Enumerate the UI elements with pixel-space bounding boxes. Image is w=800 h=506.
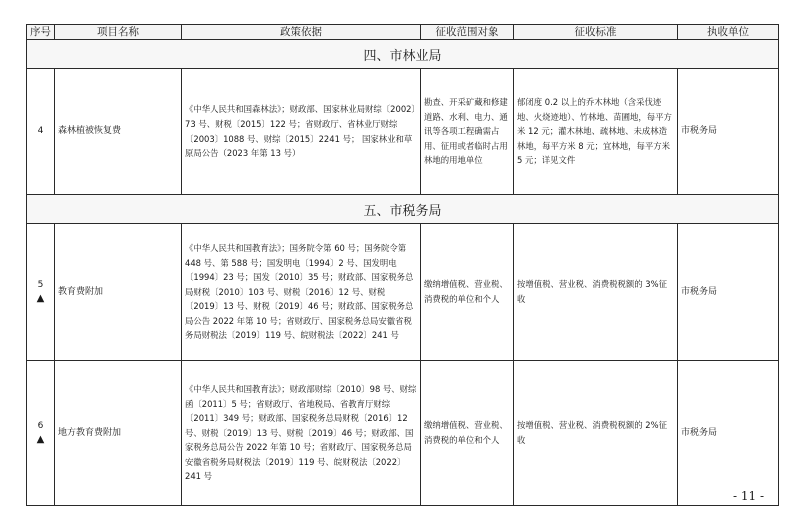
triangle-marker-icon: ▲ bbox=[36, 434, 45, 445]
header-standard: 征收标准 bbox=[514, 25, 678, 40]
table-row bbox=[27, 361, 779, 506]
triangle-marker-icon: ▲ bbox=[36, 293, 45, 304]
table-row bbox=[27, 224, 779, 361]
header-unit: 执收单位 bbox=[678, 25, 779, 40]
row-number: 4 bbox=[37, 126, 44, 136]
policy-basis: 《中华人民共和国森林法》；财政部、国家林业局财综〔2002〕73 号、财税〔2015〕122 号；省财政厅、省林业厅财综〔2003〕1088 号、财综〔2015〕2241 号； 国家林业和草原局公告（2023 年第 13 号） bbox=[182, 69, 421, 195]
collection-standard: 郁闭度 0.2 以上的乔木林地（含采伐迹地、火烧迹地）、竹林地、苗圃地，每平方米 12 元；灌木林地、疏林地、未成林造林地，每平方米 8 元；宜林地，每平方米 5 元；详见文件 bbox=[514, 69, 678, 195]
collection-standard: 按增值税、营业税、消费税税额的 2%征收 bbox=[514, 361, 678, 506]
collecting-unit: 市税务局 bbox=[678, 361, 779, 506]
policy-basis: 《中华人民共和国教育法》；国务院令第 60 号；国务院令第 448 号、第 588 号；国发明电〔1994〕2 号、国发明电〔1994〕23 号；国发〔2010〕35 号；财政部、国家税务总局财税〔2010〕103 号、财税〔2016〕12 号、财税〔2019〕13 号、财税〔2019〕46 号；财政部、国家税务总局公告 2022 年第 10 号；省财政厅、国家税务总局安徽省税务局财税法〔2019〕119 号、皖财税法〔2022〕241 号 bbox=[182, 224, 421, 361]
policy-basis: 《中华人民共和国教育法》；财政部财综〔2010〕98 号、财综函〔2011〕5 号；省财政厅、省地税局、省教育厅财综〔2011〕349 号；财政部、国家税务总局财税〔2016〕12 号、财税〔2019〕13 号、财税〔2019〕46 号；财政部、国家税务总局公告 2022 年第 10 号；省财政厅、国家税务总局安徽省税务局财税法〔2019〕119 号、皖财税法〔2022〕241 号 bbox=[182, 361, 421, 506]
row-number: 5 bbox=[37, 280, 44, 290]
section-title: 五、市税务局 bbox=[27, 195, 779, 224]
row-number-cell bbox=[27, 69, 55, 195]
table-row bbox=[27, 69, 779, 195]
item-name: 教育费附加 bbox=[55, 224, 182, 361]
collecting-unit: 市税务局 bbox=[678, 69, 779, 195]
collecting-unit: 市税务局 bbox=[678, 224, 779, 361]
item-name: 地方教育费附加 bbox=[55, 361, 182, 506]
header-name: 项目名称 bbox=[55, 25, 182, 40]
section-row-forestry bbox=[27, 40, 779, 69]
collection-standard: 按增值税、营业税、消费税税额的 3%征收 bbox=[514, 224, 678, 361]
header-scope: 征收范围对象 bbox=[421, 25, 514, 40]
table-header-row bbox=[27, 25, 779, 40]
item-name: 森林植被恢复费 bbox=[55, 69, 182, 195]
header-no: 序号 bbox=[27, 25, 55, 40]
collection-scope: 勘查、开采矿藏和修建道路、水利、电力、通讯等各项工程确需占用、征用或者临时占用林地的用地单位 bbox=[421, 69, 514, 195]
section-title: 四、市林业局 bbox=[27, 40, 779, 69]
collection-scope: 缴纳增值税、营业税、消费税的单位和个人 bbox=[421, 224, 514, 361]
row-number: 6 bbox=[37, 421, 44, 431]
page-number: - 11 - bbox=[732, 489, 764, 503]
fee-table bbox=[26, 24, 779, 506]
collection-scope: 缴纳增值税、营业税、消费税的单位和个人 bbox=[421, 361, 514, 506]
section-row-tax bbox=[27, 195, 779, 224]
row-number-cell bbox=[27, 361, 55, 506]
header-basis: 政策依据 bbox=[182, 25, 421, 40]
row-number-cell bbox=[27, 224, 55, 361]
